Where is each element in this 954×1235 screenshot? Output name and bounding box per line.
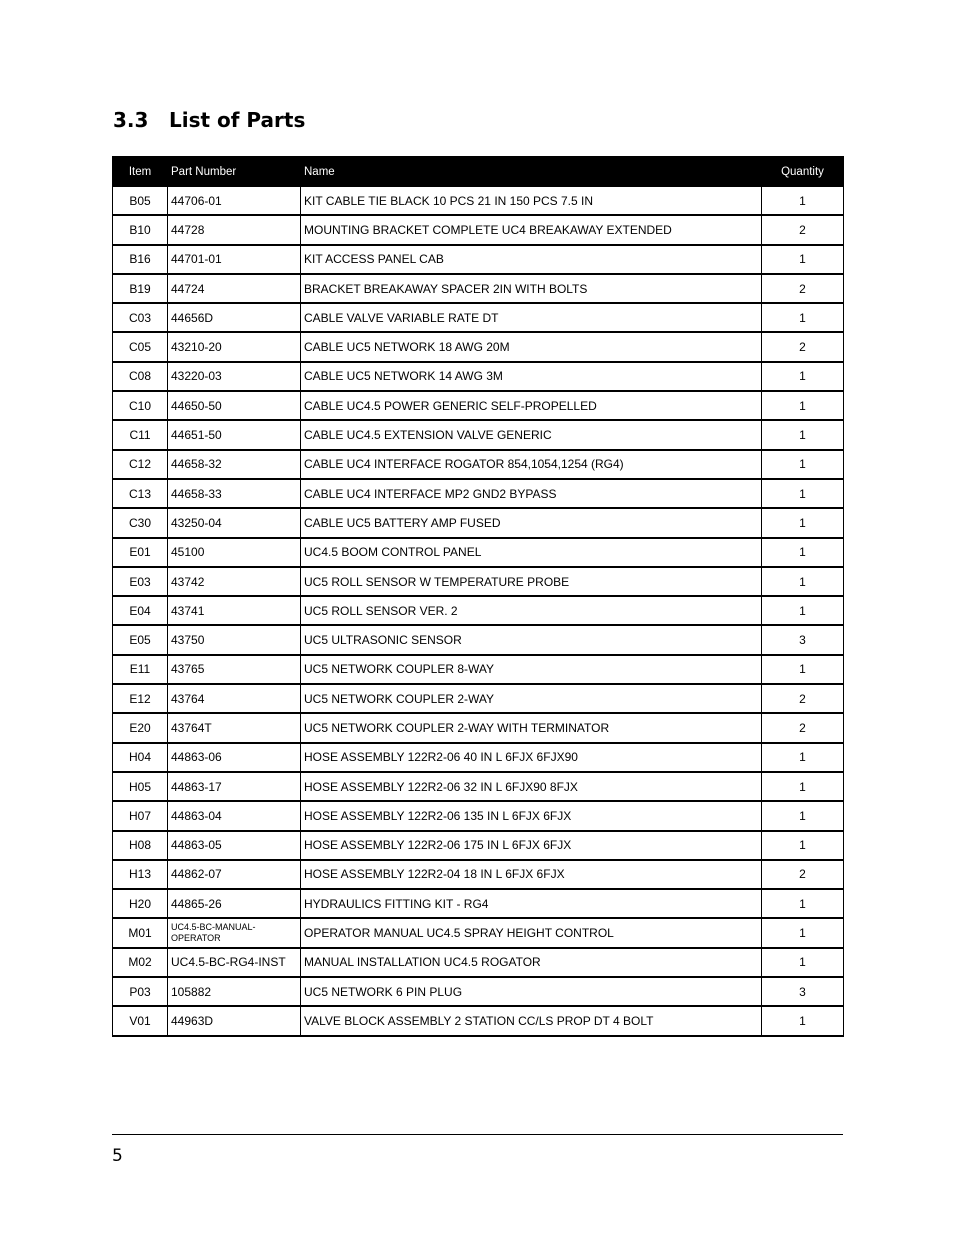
cell-quantity: 1 (762, 245, 844, 274)
cell-quantity: 1 (762, 1006, 844, 1035)
table-row (113, 889, 844, 918)
cell-part-number: 44658-32 (168, 450, 301, 479)
cell-part-number: 43764T (168, 713, 301, 742)
cell-item: V01 (113, 1006, 168, 1035)
cell-part-number: 45100 (168, 538, 301, 567)
cell-name: KIT ACCESS PANEL CAB (301, 245, 762, 274)
cell-part-number: 43741 (168, 596, 301, 625)
cell-quantity: 2 (762, 860, 844, 889)
cell-quantity: 1 (762, 187, 844, 216)
cell-name: MOUNTING BRACKET COMPLETE UC4 BREAKAWAY EXTENDED (301, 215, 762, 244)
table-row (113, 772, 844, 801)
cell-item: C05 (113, 332, 168, 361)
cell-part-number: UC4.5-BC-RG4-INST (168, 948, 301, 977)
cell-name: UC5 NETWORK COUPLER 8-WAY (301, 655, 762, 684)
footer-divider (112, 1134, 843, 1135)
cell-name: UC5 NETWORK 6 PIN PLUG (301, 977, 762, 1006)
cell-item: C10 (113, 391, 168, 420)
cell-quantity: 1 (762, 655, 844, 684)
table-row (113, 450, 844, 479)
table-row (113, 274, 844, 303)
parts-table (112, 156, 844, 1037)
cell-part-number: 44863-06 (168, 743, 301, 772)
table-row (113, 801, 844, 830)
cell-item: C08 (113, 362, 168, 391)
header-part-number: Part Number (168, 157, 301, 187)
cell-part-number: 43750 (168, 625, 301, 654)
header-item: Item (113, 157, 168, 187)
cell-name: OPERATOR MANUAL UC4.5 SPRAY HEIGHT CONTROL (301, 918, 762, 947)
table-row (113, 655, 844, 684)
cell-quantity: 1 (762, 889, 844, 918)
cell-part-number: 44706-01 (168, 187, 301, 216)
section-title: List of Parts (169, 108, 306, 132)
cell-name: HOSE ASSEMBLY 122R2-04 18 IN L 6FJX 6FJX (301, 860, 762, 889)
cell-item: B10 (113, 215, 168, 244)
cell-item: B05 (113, 187, 168, 216)
cell-item: H07 (113, 801, 168, 830)
table-row (113, 420, 844, 449)
cell-quantity: 1 (762, 831, 844, 860)
cell-quantity: 3 (762, 625, 844, 654)
cell-item: E11 (113, 655, 168, 684)
cell-name: CABLE UC5 NETWORK 14 AWG 3M (301, 362, 762, 391)
cell-item: C11 (113, 420, 168, 449)
cell-quantity: 1 (762, 948, 844, 977)
page-number: 5 (112, 1146, 123, 1166)
cell-item: E03 (113, 567, 168, 596)
table-row (113, 918, 844, 947)
cell-part-number: 44728 (168, 215, 301, 244)
cell-quantity: 1 (762, 801, 844, 830)
cell-name: UC4.5 BOOM CONTROL PANEL (301, 538, 762, 567)
cell-name: UC5 NETWORK COUPLER 2-WAY (301, 684, 762, 713)
cell-quantity: 2 (762, 713, 844, 742)
table-row (113, 743, 844, 772)
cell-part-number: 44963D (168, 1006, 301, 1035)
table-row (113, 215, 844, 244)
cell-quantity: 1 (762, 743, 844, 772)
cell-part-number: 43220-03 (168, 362, 301, 391)
table-row (113, 1006, 844, 1035)
cell-name: VALVE BLOCK ASSEMBLY 2 STATION CC/LS PROP DT 4 BOLT (301, 1006, 762, 1035)
cell-quantity: 1 (762, 479, 844, 508)
cell-name: UC5 ROLL SENSOR W TEMPERATURE PROBE (301, 567, 762, 596)
table-header-row (113, 157, 844, 187)
table-row (113, 860, 844, 889)
cell-quantity: 2 (762, 274, 844, 303)
cell-item: E20 (113, 713, 168, 742)
cell-part-number: 44658-33 (168, 479, 301, 508)
cell-part-number: 44701-01 (168, 245, 301, 274)
cell-part-number: 44862-07 (168, 860, 301, 889)
cell-item: H05 (113, 772, 168, 801)
cell-quantity: 1 (762, 538, 844, 567)
cell-part-number: 43250-04 (168, 508, 301, 537)
cell-name: HYDRAULICS FITTING KIT - RG4 (301, 889, 762, 918)
header-quantity: Quantity (762, 157, 844, 187)
cell-item: H04 (113, 743, 168, 772)
cell-quantity: 1 (762, 567, 844, 596)
cell-name: HOSE ASSEMBLY 122R2-06 175 IN L 6FJX 6FJX (301, 831, 762, 860)
cell-name: CABLE UC5 NETWORK 18 AWG 20M (301, 332, 762, 361)
table-row (113, 567, 844, 596)
cell-name: BRACKET BREAKAWAY SPACER 2IN WITH BOLTS (301, 274, 762, 303)
cell-quantity: 1 (762, 420, 844, 449)
cell-part-number: 43765 (168, 655, 301, 684)
cell-item: E12 (113, 684, 168, 713)
cell-item: P03 (113, 977, 168, 1006)
cell-quantity: 1 (762, 918, 844, 947)
table-row (113, 479, 844, 508)
cell-quantity: 3 (762, 977, 844, 1006)
cell-item: C12 (113, 450, 168, 479)
table-row (113, 187, 844, 216)
cell-name: HOSE ASSEMBLY 122R2-06 135 IN L 6FJX 6FJX (301, 801, 762, 830)
table-row (113, 948, 844, 977)
cell-quantity: 2 (762, 684, 844, 713)
cell-part-number: 44863-04 (168, 801, 301, 830)
cell-part-number: 43742 (168, 567, 301, 596)
cell-item: H20 (113, 889, 168, 918)
table-row (113, 831, 844, 860)
table-row (113, 977, 844, 1006)
cell-part-number: 44863-17 (168, 772, 301, 801)
cell-quantity: 1 (762, 508, 844, 537)
cell-item: C03 (113, 303, 168, 332)
cell-name: UC5 ROLL SENSOR VER. 2 (301, 596, 762, 625)
cell-part-number: 44724 (168, 274, 301, 303)
cell-part-number: 44651-50 (168, 420, 301, 449)
section-number: 3.3 (113, 108, 149, 132)
cell-item: E05 (113, 625, 168, 654)
cell-name: HOSE ASSEMBLY 122R2-06 40 IN L 6FJX 6FJX90 (301, 743, 762, 772)
cell-part-number: 44863-05 (168, 831, 301, 860)
cell-name: CABLE UC5 BATTERY AMP FUSED (301, 508, 762, 537)
cell-name: HOSE ASSEMBLY 122R2-06 32 IN L 6FJX90 8FJX (301, 772, 762, 801)
table-row (113, 538, 844, 567)
cell-item: H13 (113, 860, 168, 889)
cell-quantity: 1 (762, 596, 844, 625)
cell-item: E04 (113, 596, 168, 625)
cell-name: CABLE VALVE VARIABLE RATE DT (301, 303, 762, 332)
cell-part-number: 44656D (168, 303, 301, 332)
cell-item: E01 (113, 538, 168, 567)
cell-quantity: 2 (762, 215, 844, 244)
section-heading (113, 108, 305, 132)
cell-item: C30 (113, 508, 168, 537)
cell-quantity: 1 (762, 772, 844, 801)
cell-quantity: 1 (762, 391, 844, 420)
cell-part-number: 44650-50 (168, 391, 301, 420)
cell-name: MANUAL INSTALLATION UC4.5 ROGATOR (301, 948, 762, 977)
cell-part-number: 43764 (168, 684, 301, 713)
cell-part-number: 44865-26 (168, 889, 301, 918)
cell-part-number: UC4.5-BC-MANUAL-OPERATOR (168, 918, 301, 947)
table-row (113, 596, 844, 625)
cell-name: UC5 ULTRASONIC SENSOR (301, 625, 762, 654)
table-row (113, 362, 844, 391)
cell-quantity: 1 (762, 303, 844, 332)
cell-quantity: 1 (762, 362, 844, 391)
cell-quantity: 1 (762, 450, 844, 479)
table-row (113, 391, 844, 420)
parts-table-body (113, 187, 844, 1036)
table-row (113, 684, 844, 713)
cell-part-number: 105882 (168, 977, 301, 1006)
cell-name: CABLE UC4.5 EXTENSION VALVE GENERIC (301, 420, 762, 449)
cell-name: UC5 NETWORK COUPLER 2-WAY WITH TERMINATOR (301, 713, 762, 742)
cell-name: CABLE UC4 INTERFACE MP2 GND2 BYPASS (301, 479, 762, 508)
table-row (113, 508, 844, 537)
table-row (113, 713, 844, 742)
cell-item: B19 (113, 274, 168, 303)
cell-name: CABLE UC4.5 POWER GENERIC SELF-PROPELLED (301, 391, 762, 420)
cell-name: KIT CABLE TIE BLACK 10 PCS 21 IN 150 PCS 7.5 IN (301, 187, 762, 216)
table-row (113, 625, 844, 654)
header-name: Name (301, 157, 762, 187)
cell-item: M02 (113, 948, 168, 977)
table-row (113, 332, 844, 361)
cell-part-number: 43210-20 (168, 332, 301, 361)
table-row (113, 303, 844, 332)
cell-item: M01 (113, 918, 168, 947)
cell-item: C13 (113, 479, 168, 508)
cell-name: CABLE UC4 INTERFACE ROGATOR 854,1054,1254 (RG4) (301, 450, 762, 479)
table-row (113, 245, 844, 274)
cell-item: B16 (113, 245, 168, 274)
cell-item: H08 (113, 831, 168, 860)
cell-quantity: 2 (762, 332, 844, 361)
